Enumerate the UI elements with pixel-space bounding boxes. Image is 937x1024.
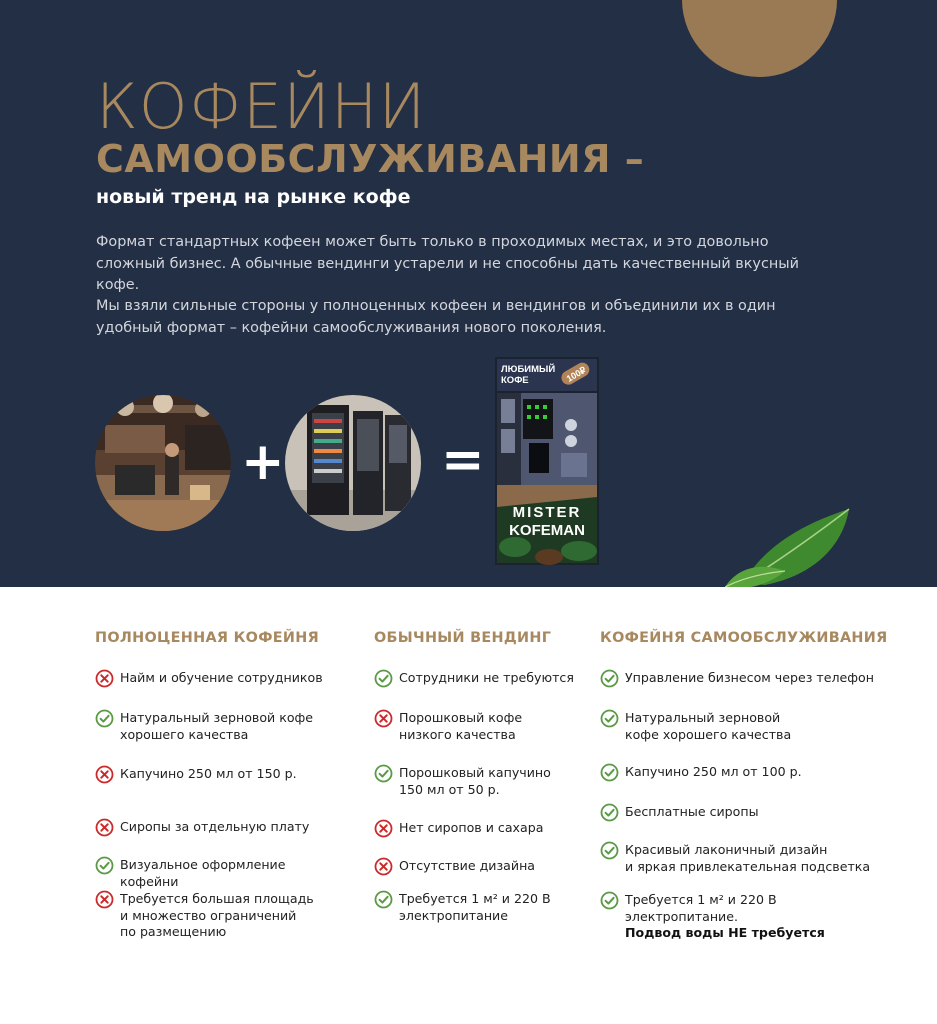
title-line-1: КОФЕЙНИ [96, 70, 427, 143]
list-item [95, 818, 309, 837]
item-text: Требуется большая площадь и множество ограничений по размещению [120, 891, 314, 939]
list-item [374, 709, 522, 743]
item-text: Найм и обучение сотрудников [120, 670, 323, 685]
list-item [95, 709, 313, 743]
item-text: Капучино 250 мл от 100 р. [625, 764, 802, 779]
intro-paragraph-1: Формат стандартных кофеен может быть только в проходимых местах, и это довольно сложный бизнес. А обычные вендинги устарели и не способны дать качественный вкусный кофе. [96, 234, 799, 293]
column-self-service-coffee [600, 630, 900, 940]
cross-icon [374, 709, 393, 728]
column-heading: КОФЕЙНЯ САМООБСЛУЖИВАНИЯ [600, 630, 888, 646]
item-text: Капучино 250 мл от 150 р. [120, 766, 297, 781]
list-item [600, 669, 874, 688]
item-text: Сотрудники не требуются [399, 670, 574, 685]
list-item [374, 764, 551, 798]
title-line-2: САМООБСЛУЖИВАНИЯ – [96, 137, 645, 181]
list-item [600, 841, 870, 875]
vending-machine-photo [285, 395, 421, 531]
check-icon [600, 803, 619, 822]
item-text: Сиропы за отдельную плату [120, 819, 310, 834]
item-text: Нет сиропов и сахара [399, 820, 544, 835]
list-item [95, 890, 314, 941]
cross-icon [95, 890, 114, 909]
column-full-coffee-shop [95, 630, 345, 939]
check-icon [374, 669, 393, 688]
check-icon [374, 764, 393, 783]
check-icon [95, 709, 114, 728]
machine-brand-line-1: MISTER [512, 504, 582, 521]
check-icon [600, 841, 619, 860]
column-heading: ОБЫЧНЫЙ ВЕНДИНГ [374, 630, 552, 646]
item-text: Натуральный зерновой кофе хорошего качества [120, 710, 314, 742]
leaf-decoration [725, 505, 855, 587]
list-item [374, 819, 543, 838]
cross-icon [374, 819, 393, 838]
item-text: Требуется 1 м² и 220 В электропитание [399, 891, 551, 923]
item-text: Бесплатные сиропы [625, 804, 759, 819]
plus-sign: + [241, 432, 285, 492]
cross-icon [95, 669, 114, 688]
self-service-coffee-machine [495, 357, 599, 565]
check-icon [600, 669, 619, 688]
list-item [95, 765, 297, 784]
price-badge: 100₽ [564, 364, 588, 384]
intro-paragraph-2: Мы взяли сильные стороны у полноценных кофеен и вендингов и объединили их в один удобный формат – кофейни самообслуживания нового поколения. [96, 298, 776, 336]
item-text: Управление бизнесом через телефон [625, 670, 874, 685]
list-item [95, 669, 323, 688]
check-icon [95, 856, 114, 875]
item-text: Порошковый кофе низкого качества [399, 710, 523, 742]
cross-icon [374, 857, 393, 876]
item-text: Порошковый капучино 150 мл от 50 р. [399, 765, 551, 797]
list-item [374, 669, 574, 688]
check-icon [600, 763, 619, 782]
item-text: Красивый лаконичный дизайн и яркая привлекательная подсветка [625, 842, 871, 874]
list-item [600, 891, 825, 942]
list-item [374, 857, 535, 876]
item-text: Визуальное оформление кофейни [120, 857, 286, 889]
equals-sign: = [441, 430, 485, 490]
item-text: Требуется 1 м² и 220 В электропитание. [625, 892, 777, 924]
coffee-shop-photo [95, 395, 231, 531]
machine-top-label-1: ЛЮБИМЫЙ [501, 364, 556, 375]
cross-icon [95, 818, 114, 837]
check-icon [600, 709, 619, 728]
list-item [95, 856, 345, 890]
machine-brand-line-2: KOFEMAN [509, 522, 585, 539]
machine-top-label-2: КОФЕ [501, 375, 529, 386]
check-icon [374, 890, 393, 909]
list-item [600, 803, 759, 822]
decorative-circle [682, 0, 837, 77]
list-item [600, 763, 802, 782]
list-item [600, 709, 791, 743]
list-item [374, 890, 551, 924]
cross-icon [95, 765, 114, 784]
column-heading: ПОЛНОЦЕННАЯ КОФЕЙНЯ [95, 630, 319, 646]
check-icon [600, 891, 619, 910]
item-text: Отсутствие дизайна [399, 858, 536, 873]
column-regular-vending [374, 630, 594, 923]
item-text: Натуральный зерновой кофе хорошего качества [625, 710, 792, 742]
item-text-bold: Подвод воды НЕ требуется [625, 925, 825, 940]
subtitle: новый тренд на рынке кофе [96, 186, 411, 208]
